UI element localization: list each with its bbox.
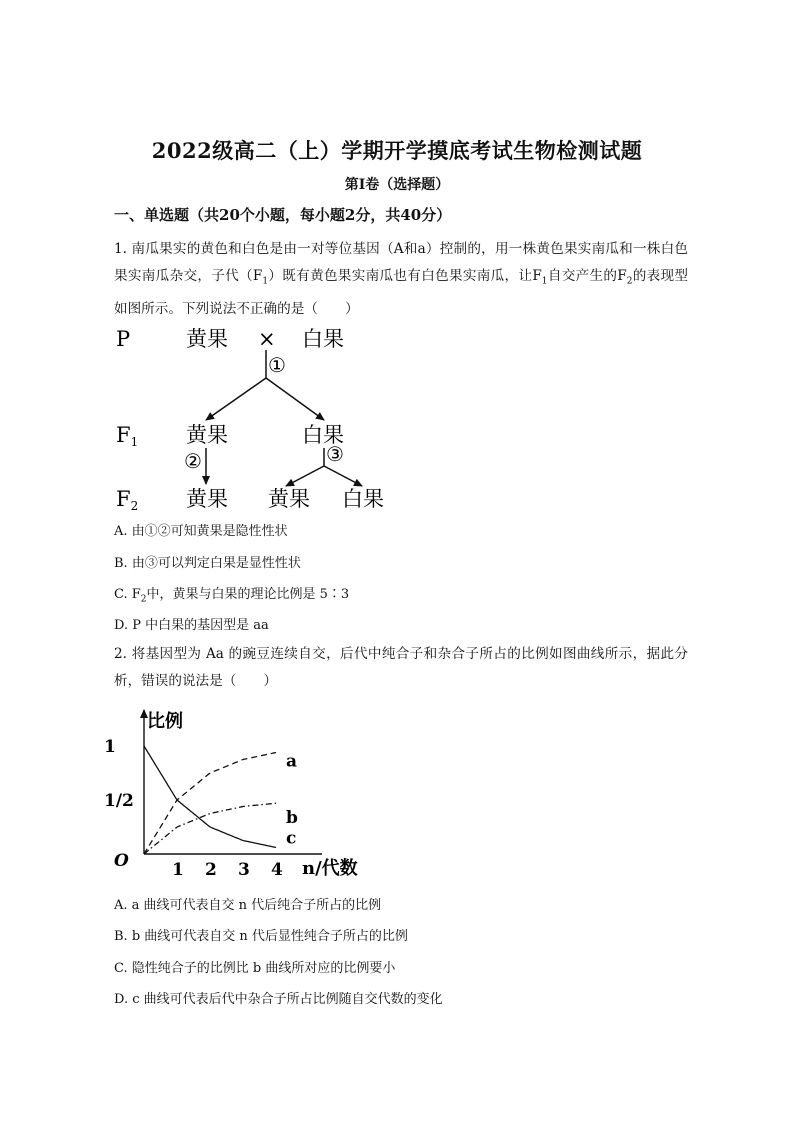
curve-label-b: b	[286, 808, 298, 829]
question-number: 1.	[114, 241, 127, 257]
q2-option-d: D. c 曲线可代表后代中杂合子所占比例随自交代数的变化	[114, 992, 443, 1007]
curve-b	[144, 803, 276, 854]
origin-label: O	[114, 851, 129, 871]
q1-option-c: C. $F_2$中，黄果与白果的理论比例是 5∶3	[114, 587, 350, 605]
x-tick-label: 1	[172, 860, 184, 880]
q1-option-a: A. 由①②可知黄果是隐性性状	[114, 524, 288, 539]
page-title: 2022级高二（上）学期开学摸底考试生物检测试题	[151, 138, 643, 163]
section-heading: 一、单选题（共20个小题，每小题2分，共40分）	[114, 206, 452, 224]
arrow-to-f2-yellow	[286, 466, 324, 486]
x-tick-label: 2	[205, 860, 217, 880]
q2-option-a: A. a 曲线可代表自交 n 代后纯合子所占的比例	[114, 898, 382, 913]
cross-symbol: ×	[258, 327, 276, 351]
step-3-marker: ③	[326, 442, 344, 466]
f2-yellow-fruit-left: 黄果	[186, 487, 228, 511]
y-tick-label: 1/2	[104, 791, 134, 811]
arrow-to-f1-white	[266, 378, 324, 420]
ratio-line-chart	[100, 700, 380, 890]
question-2-stem: 2. 将基因型为 Aa 的豌豆连续自交，后代中纯合子和杂合子所占的比例如图曲线所示，据此分析，错误的说法是（ ）	[114, 646, 689, 689]
q1-option-b: B. 由③可以判定白果是显性性状	[114, 556, 301, 571]
generation-label-f2: F2	[116, 487, 139, 513]
curve-label-a: a	[286, 751, 298, 772]
curve-c	[144, 746, 276, 848]
generation-label-p: P	[116, 327, 131, 351]
x-axis-label: n/代数	[302, 858, 358, 879]
p-yellow-fruit: 黄果	[186, 327, 228, 351]
f2-yellow-fruit-mid: 黄果	[268, 487, 310, 511]
cross-diagram	[100, 320, 420, 520]
q2-option-b: B. b 曲线可代表自交 n 代后显性纯合子所占的比例	[114, 929, 408, 944]
curve-label-c: c	[286, 828, 297, 849]
y-tick-label: 1	[104, 737, 116, 757]
question-number: 2.	[114, 646, 127, 662]
arrow-to-f2-white	[324, 466, 362, 486]
question-1-stem: 1. 南瓜果实的黄色和白色是由一对等位基因（A和a）控制的，用一株黄色果实南瓜和一株白色果实南瓜杂交，子代$(F_1)$既有黄色果实南瓜也有白色果实南瓜，让$F_1$自交产生的$F_2$的表现型如图所示。下列说法不正确的是（ ）	[114, 241, 689, 317]
p-white-fruit: 白果	[302, 327, 344, 351]
y-axis-label: 比例	[147, 711, 183, 732]
x-tick-label: 3	[238, 860, 250, 880]
q2-option-c: C. 隐性纯合子的比例比 b 曲线所对应的比例要小	[114, 961, 396, 976]
f2-white-fruit: 白果	[342, 487, 384, 511]
volume-subtitle: 第Ⅰ卷（选择题）	[344, 177, 450, 193]
curve-a	[144, 753, 276, 855]
f1-white-fruit: 白果	[302, 423, 344, 447]
arrow-to-f1-yellow	[206, 378, 266, 420]
step-1-marker: ①	[268, 353, 286, 377]
step-2-marker: ②	[184, 449, 202, 473]
generation-label-f1: F1	[116, 423, 139, 449]
q1-option-d: D. P 中白果的基因型是 aa	[114, 618, 269, 633]
x-tick-label: 4	[271, 860, 283, 880]
f1-yellow-fruit: 黄果	[186, 423, 228, 447]
